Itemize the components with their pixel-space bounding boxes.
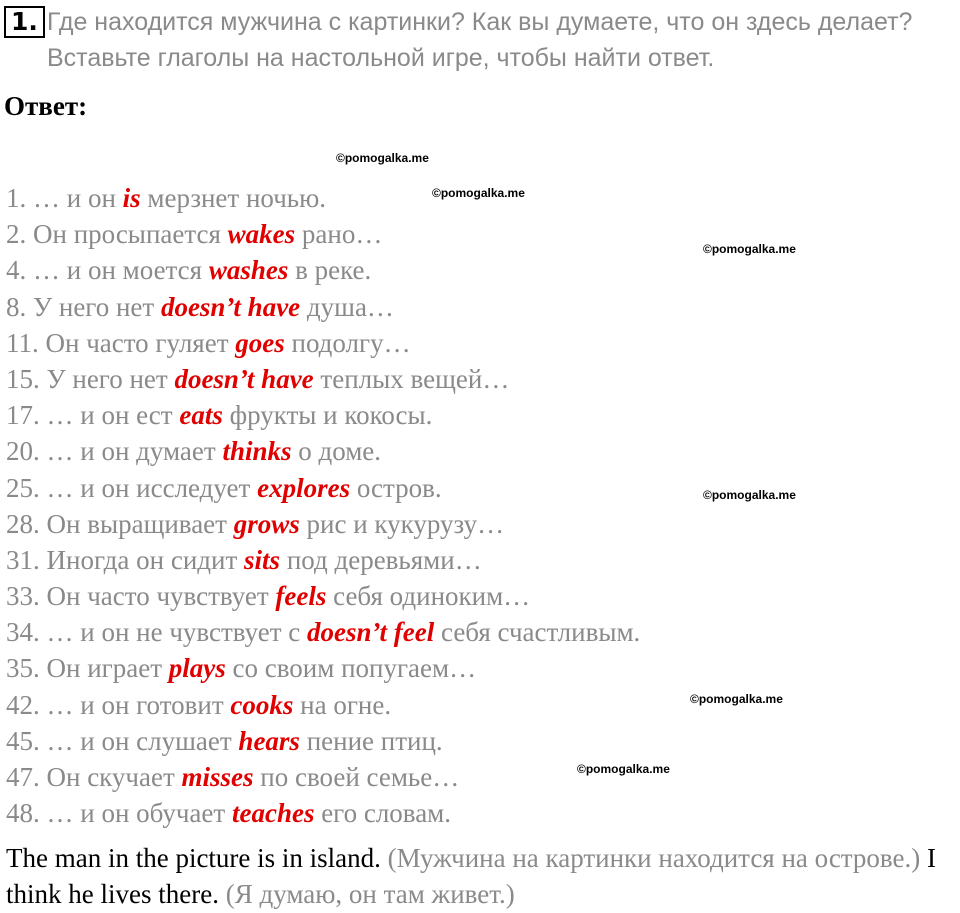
answer-line [6, 325, 640, 361]
line-text-before: 17. … и он ест [6, 400, 180, 431]
line-text-before: 15. У него нет [6, 363, 175, 394]
inserted-verb: wakes [227, 219, 296, 250]
line-text-after: рис и кукурузу… [299, 508, 505, 539]
watermark: ©pomogalka.me [703, 488, 796, 502]
inserted-verb: doesn’t feel [307, 617, 435, 648]
line-text-after: себя одиноким… [326, 581, 531, 612]
line-text-after: о доме. [291, 436, 382, 467]
inserted-verb: explores [257, 472, 351, 503]
line-text-after: душа… [300, 291, 394, 322]
answer-line [6, 650, 640, 686]
task-text [47, 4, 952, 76]
watermark: ©pomogalka.me [690, 692, 783, 706]
task-number-box: 1. [4, 6, 45, 38]
inserted-verb: doesn’t have [160, 291, 301, 322]
line-text-after: теплых вещей… [313, 363, 510, 394]
answer-line [6, 578, 640, 614]
answer-line [6, 542, 640, 578]
inserted-verb: plays [168, 653, 226, 684]
line-text-before: 20. … и он думает [6, 436, 223, 467]
line-text-before: 34. … и он не чувствует с [6, 617, 308, 648]
line-text-before: 4. … и он моется [6, 255, 209, 286]
inserted-verb: hears [238, 725, 300, 756]
conclusion-en-1: The man in the picture is in island. [6, 843, 381, 873]
conclusion-ru-2: (Я думаю, он там живет.) [218, 879, 515, 909]
line-text-before: 31. Иногда он сидит [6, 544, 245, 575]
line-text-after: на огне. [293, 689, 392, 720]
conclusion-en-2: I think he lives there. [6, 843, 936, 909]
line-text-before: 11. Он часто гуляет [6, 327, 236, 358]
inserted-verb: thinks [222, 436, 292, 467]
line-text-after: себя счастливым. [434, 617, 641, 648]
answer-line [6, 361, 640, 397]
line-text-before: 48. … и он обучает [6, 798, 232, 829]
line-text-after: подолгу… [284, 327, 411, 358]
answer-line [6, 397, 640, 433]
inserted-verb: teaches [231, 798, 315, 829]
line-text-after: рано… [295, 219, 383, 250]
conclusion [6, 840, 956, 912]
inserted-verb: feels [275, 581, 327, 612]
inserted-verb: sits [244, 544, 281, 575]
inserted-verb: misses [181, 762, 254, 792]
answer-line [6, 506, 640, 542]
answer-line [6, 723, 640, 759]
line-text-after: его словам. [314, 798, 452, 829]
line-text-after: пение птиц. [299, 725, 443, 756]
inserted-verb: cooks [230, 689, 294, 720]
line-text-after: в реке. [288, 255, 372, 286]
answer-line [6, 795, 640, 831]
answer-line [6, 216, 640, 252]
watermark: ©pomogalka.me [336, 151, 429, 165]
inserted-verb: eats [179, 400, 223, 431]
line-text-after: по своей семье… [253, 762, 460, 792]
inserted-verb: goes [235, 327, 285, 358]
line-text-before: 33. Он часто чувствует [6, 581, 276, 612]
task-text-content: Где находится мужчина с картинки? Как вы думаете, что он здесь делает? Вставьте глаголы на настольной игре, чтобы найти ответ. [47, 8, 913, 72]
line-text-before: 25. … и он исследует [6, 472, 258, 503]
line-text-after: фрукты и кокосы. [222, 400, 433, 431]
line-text-after: со своим попугаем… [225, 653, 477, 684]
answer-line [6, 289, 640, 325]
line-text-before: 42. … и он готовит [6, 689, 231, 720]
answer-line [6, 180, 640, 216]
inserted-verb: grows [233, 508, 300, 539]
answer-line [6, 433, 640, 469]
watermark: ©pomogalka.me [432, 186, 525, 200]
line-text-after: мерзнет ночью. [140, 183, 327, 213]
line-text-before: 2. Он просыпается [6, 219, 228, 250]
watermark: ©pomogalka.me [577, 762, 670, 776]
line-text-before: 28. Он выращивает [6, 508, 234, 539]
line-text-before: 1. … и он [6, 183, 123, 213]
answer-line [6, 687, 640, 723]
answer-lines [6, 180, 640, 831]
answer-line [6, 252, 640, 288]
line-text-after: под деревьями… [280, 544, 482, 575]
inserted-verb: washes [208, 255, 289, 286]
inserted-verb: is [122, 183, 141, 213]
line-text-before: 8. У него нет [6, 291, 161, 322]
watermark: ©pomogalka.me [703, 242, 796, 256]
conclusion-ru-1: (Мужчина на картинки находится на острове.) [380, 843, 921, 873]
answer-line [6, 759, 640, 795]
answer-label: Ответ: [4, 91, 88, 121]
line-text-after: остров. [350, 472, 442, 503]
answer-line [6, 470, 640, 506]
line-text-before: 35. Он играет [6, 653, 169, 684]
line-text-before: 47. Он скучает [6, 762, 182, 792]
inserted-verb: doesn’t have [174, 363, 314, 394]
line-text-before: 45. … и он слушает [6, 725, 239, 756]
answer-line [6, 614, 640, 650]
